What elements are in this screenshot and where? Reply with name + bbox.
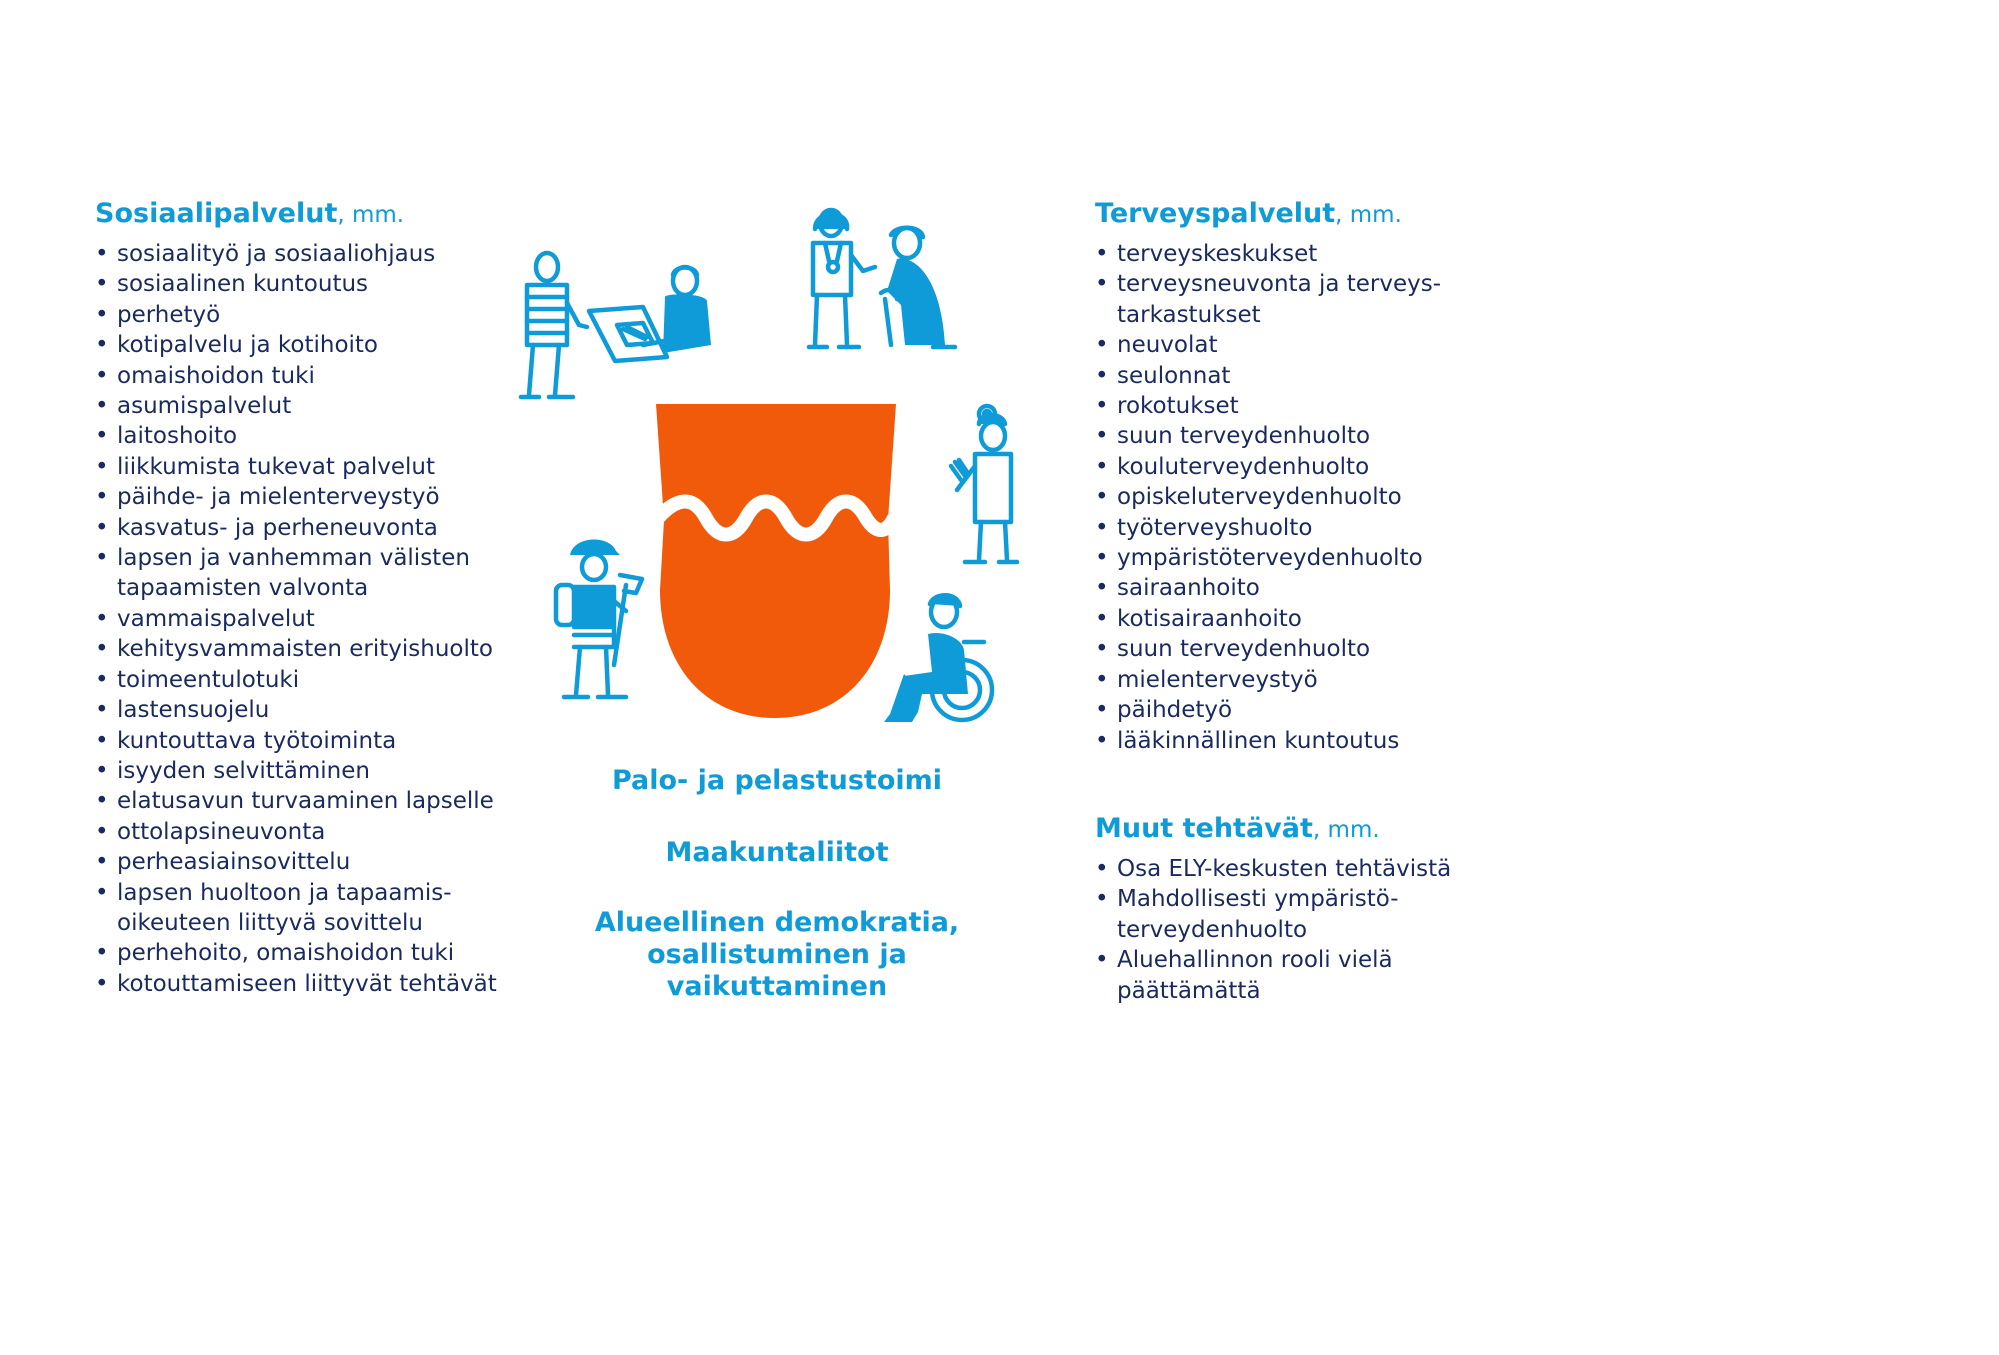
health-service-item: • opiskeluterveydenhuolto <box>1095 482 1515 512</box>
health-services-title: Terveyspalvelut <box>1095 198 1336 229</box>
health-service-item: • suun terveydenhuolto <box>1095 421 1515 451</box>
health-service-item: • seulonnat <box>1095 361 1515 391</box>
social-service-item: • toimeentulotuki <box>95 665 535 695</box>
social-services-title: Sosiaalipalvelut <box>95 198 338 229</box>
social-service-item: • sosiaalinen kuntoutus <box>95 269 535 299</box>
other-tasks-heading <box>1095 811 1515 848</box>
regional-democracy-label <box>560 907 994 1003</box>
doctor-elderly-icon <box>805 195 970 355</box>
health-service-item: • mielenterveystyö <box>1095 665 1515 695</box>
health-service-item: • terveysneuvonta ja terveys-tarkastukset <box>1095 269 1515 330</box>
social-service-item: • asumispalvelut <box>95 391 535 421</box>
health-service-item: • rokotukset <box>1095 391 1515 421</box>
other-tasks-section <box>1095 811 1515 1006</box>
social-service-item: • isyyden selvittäminen <box>95 756 535 786</box>
health-service-item: • suun terveydenhuolto <box>1095 634 1515 664</box>
regional-democracy-line-3: vaikuttaminen <box>666 971 888 1002</box>
social-service-item: • kasvatus- ja perheneuvonta <box>95 513 535 543</box>
social-service-item: • omaishoidon tuki <box>95 361 535 391</box>
social-service-item: • laitoshoito <box>95 421 535 451</box>
firefighter-icon <box>550 535 650 700</box>
other-tasks-suffix: , mm. <box>1312 817 1380 843</box>
health-services-list <box>1095 239 1515 756</box>
health-service-item: • sairaanhoito <box>1095 573 1515 603</box>
social-worker-icon <box>515 245 715 405</box>
other-tasks-title: Muut tehtävät <box>1095 813 1313 844</box>
health-services-section <box>1095 196 1515 756</box>
social-service-item: • vammaispalvelut <box>95 604 535 634</box>
coat-of-arms-icon <box>650 400 900 720</box>
rescue-services-label: Palo- ja pelastustoimi <box>611 765 943 796</box>
social-service-item: • lapsen ja vanhemman välisten tapaamisten valvonta <box>95 543 535 604</box>
other-task-item: • Osa ELY-keskusten tehtävistä <box>1095 854 1515 884</box>
regional-councils-label: Maakuntaliitot <box>665 837 889 868</box>
health-service-item: • neuvolat <box>1095 330 1515 360</box>
social-service-item: • lastensuojelu <box>95 695 535 725</box>
social-services-section <box>95 196 535 999</box>
social-service-item: • perhehoito, omaishoidon tuki <box>95 938 535 968</box>
health-services-heading <box>1095 196 1515 233</box>
social-service-item: • kotipalvelu ja kotihoito <box>95 330 535 360</box>
health-service-item: • päihdetyö <box>1095 695 1515 725</box>
wheelchair-user-icon <box>878 590 1003 730</box>
dentist-icon <box>945 400 1025 565</box>
social-service-item: • sosiaalityö ja sosiaaliohjaus <box>95 239 535 269</box>
social-service-item: • kotouttamiseen liittyvät tehtävät <box>95 969 535 999</box>
health-service-item: • lääkinnällinen kuntoutus <box>1095 726 1515 756</box>
health-services-suffix: , mm. <box>1335 202 1402 228</box>
social-service-item: • lapsen huoltoon ja tapaamis-oikeuteen liittyvä sovittelu <box>95 878 535 939</box>
health-service-item: • terveyskeskukset <box>1095 239 1515 269</box>
social-service-item: • ottolapsineuvonta <box>95 817 535 847</box>
health-service-item: • kouluterveydenhuolto <box>1095 452 1515 482</box>
health-service-item: • ympäristöterveydenhuolto <box>1095 543 1515 573</box>
social-service-item: • liikkumista tukevat palvelut <box>95 452 535 482</box>
social-service-item: • perheasiainsovittelu <box>95 847 535 877</box>
social-service-item: • perhetyö <box>95 300 535 330</box>
other-tasks-list <box>1095 854 1515 1006</box>
social-service-item: • elatusavun turvaaminen lapselle <box>95 786 535 816</box>
social-service-item: • päihde- ja mielenterveystyö <box>95 482 535 512</box>
health-service-item: • työterveyshuolto <box>1095 513 1515 543</box>
social-service-item: • kuntouttava työtoiminta <box>95 726 535 756</box>
social-service-item: • kehitysvammaisten erityishuolto <box>95 634 535 664</box>
health-service-item: • kotisairaanhoito <box>1095 604 1515 634</box>
social-services-suffix: , mm. <box>337 202 405 228</box>
regional-democracy-line-1: Alueellinen demokratia, <box>594 907 960 938</box>
regional-democracy-line-2: osallistuminen ja <box>647 939 907 970</box>
other-task-item: • Mahdollisesti ympäristö-terveydenhuolto <box>1095 884 1515 945</box>
social-services-list <box>95 239 535 999</box>
other-task-item: • Aluehallinnon rooli vielä päättämättä <box>1095 945 1515 1006</box>
social-services-heading <box>95 196 535 233</box>
